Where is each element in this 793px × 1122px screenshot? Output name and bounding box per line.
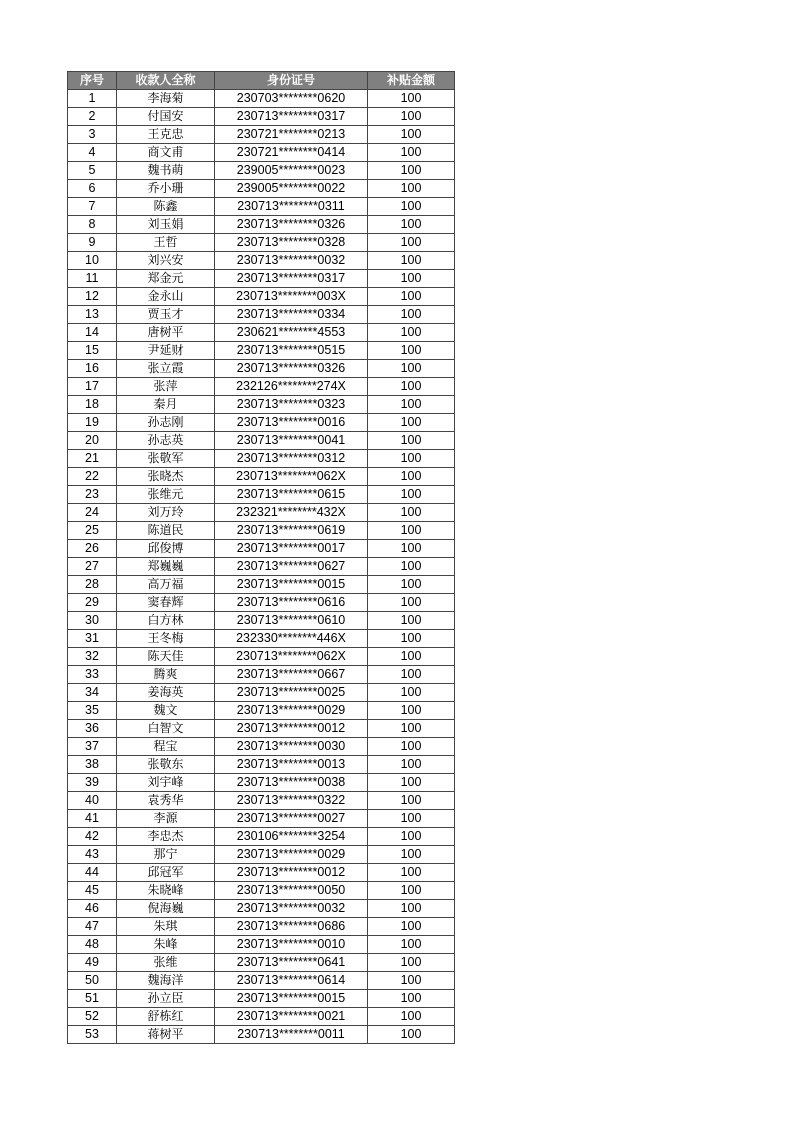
cell-serial-number: 2 xyxy=(68,108,117,126)
table-row xyxy=(68,288,455,306)
cell-id-number: 232126********274X xyxy=(215,378,368,396)
table-row xyxy=(68,954,455,972)
cell-subsidy-amount: 100 xyxy=(368,972,455,990)
cell-payee-name: 商文甫 xyxy=(117,144,215,162)
cell-id-number: 230713********0038 xyxy=(215,774,368,792)
cell-subsidy-amount: 100 xyxy=(368,378,455,396)
table-row xyxy=(68,1008,455,1026)
table-row xyxy=(68,414,455,432)
cell-id-number: 230713********0667 xyxy=(215,666,368,684)
cell-serial-number: 37 xyxy=(68,738,117,756)
cell-serial-number: 12 xyxy=(68,288,117,306)
cell-subsidy-amount: 100 xyxy=(368,270,455,288)
table-row xyxy=(68,252,455,270)
cell-serial-number: 4 xyxy=(68,144,117,162)
cell-serial-number: 22 xyxy=(68,468,117,486)
cell-id-number: 230721********0414 xyxy=(215,144,368,162)
table-row xyxy=(68,738,455,756)
cell-serial-number: 13 xyxy=(68,306,117,324)
cell-payee-name: 王哲 xyxy=(117,234,215,252)
cell-subsidy-amount: 100 xyxy=(368,936,455,954)
cell-payee-name: 孙志刚 xyxy=(117,414,215,432)
cell-serial-number: 24 xyxy=(68,504,117,522)
cell-subsidy-amount: 100 xyxy=(368,648,455,666)
cell-id-number: 230713********0021 xyxy=(215,1008,368,1026)
table-row xyxy=(68,108,455,126)
cell-serial-number: 39 xyxy=(68,774,117,792)
cell-id-number: 230713********0015 xyxy=(215,576,368,594)
cell-payee-name: 朱峰 xyxy=(117,936,215,954)
cell-payee-name: 邱俊博 xyxy=(117,540,215,558)
cell-id-number: 230713********0619 xyxy=(215,522,368,540)
cell-serial-number: 23 xyxy=(68,486,117,504)
cell-id-number: 230713********0323 xyxy=(215,396,368,414)
cell-payee-name: 邱冠军 xyxy=(117,864,215,882)
table-row xyxy=(68,450,455,468)
cell-serial-number: 44 xyxy=(68,864,117,882)
table-row xyxy=(68,234,455,252)
cell-serial-number: 38 xyxy=(68,756,117,774)
cell-subsidy-amount: 100 xyxy=(368,666,455,684)
cell-payee-name: 郑巍巍 xyxy=(117,558,215,576)
cell-subsidy-amount: 100 xyxy=(368,162,455,180)
table-row xyxy=(68,504,455,522)
table-row xyxy=(68,756,455,774)
cell-id-number: 232330********446X xyxy=(215,630,368,648)
cell-serial-number: 8 xyxy=(68,216,117,234)
cell-payee-name: 秦月 xyxy=(117,396,215,414)
cell-id-number: 230721********0213 xyxy=(215,126,368,144)
table-row xyxy=(68,486,455,504)
table-row xyxy=(68,774,455,792)
table-row xyxy=(68,342,455,360)
table-row xyxy=(68,1026,455,1044)
table-row xyxy=(68,180,455,198)
cell-payee-name: 那宁 xyxy=(117,846,215,864)
cell-payee-name: 魏海洋 xyxy=(117,972,215,990)
cell-id-number: 230713********0686 xyxy=(215,918,368,936)
cell-subsidy-amount: 100 xyxy=(368,468,455,486)
cell-subsidy-amount: 100 xyxy=(368,1026,455,1044)
table-row xyxy=(68,396,455,414)
cell-serial-number: 21 xyxy=(68,450,117,468)
cell-serial-number: 6 xyxy=(68,180,117,198)
cell-id-number: 230713********0010 xyxy=(215,936,368,954)
table-row xyxy=(68,270,455,288)
cell-id-number: 239005********0022 xyxy=(215,180,368,198)
cell-payee-name: 乔小珊 xyxy=(117,180,215,198)
cell-subsidy-amount: 100 xyxy=(368,342,455,360)
cell-serial-number: 20 xyxy=(68,432,117,450)
header-serial-number: 序号 xyxy=(68,72,117,90)
cell-subsidy-amount: 100 xyxy=(368,864,455,882)
cell-serial-number: 17 xyxy=(68,378,117,396)
table-row xyxy=(68,792,455,810)
cell-payee-name: 刘玉娟 xyxy=(117,216,215,234)
cell-id-number: 230713********0050 xyxy=(215,882,368,900)
cell-subsidy-amount: 100 xyxy=(368,126,455,144)
cell-serial-number: 10 xyxy=(68,252,117,270)
cell-payee-name: 张敬东 xyxy=(117,756,215,774)
cell-id-number: 230713********0641 xyxy=(215,954,368,972)
table-row xyxy=(68,882,455,900)
cell-serial-number: 49 xyxy=(68,954,117,972)
cell-id-number: 230713********0334 xyxy=(215,306,368,324)
cell-serial-number: 26 xyxy=(68,540,117,558)
cell-serial-number: 36 xyxy=(68,720,117,738)
cell-payee-name: 王克忠 xyxy=(117,126,215,144)
cell-serial-number: 1 xyxy=(68,90,117,108)
cell-payee-name: 刘万玲 xyxy=(117,504,215,522)
cell-serial-number: 51 xyxy=(68,990,117,1008)
cell-id-number: 230713********0627 xyxy=(215,558,368,576)
table-row xyxy=(68,306,455,324)
cell-serial-number: 33 xyxy=(68,666,117,684)
cell-payee-name: 贾玉才 xyxy=(117,306,215,324)
cell-id-number: 230703********0620 xyxy=(215,90,368,108)
cell-id-number: 230713********0027 xyxy=(215,810,368,828)
cell-payee-name: 郑金元 xyxy=(117,270,215,288)
cell-serial-number: 40 xyxy=(68,792,117,810)
cell-payee-name: 魏书萌 xyxy=(117,162,215,180)
cell-subsidy-amount: 100 xyxy=(368,360,455,378)
cell-subsidy-amount: 100 xyxy=(368,108,455,126)
table-row xyxy=(68,360,455,378)
cell-id-number: 232321********432X xyxy=(215,504,368,522)
cell-subsidy-amount: 100 xyxy=(368,414,455,432)
table-row xyxy=(68,216,455,234)
table-row xyxy=(68,630,455,648)
table-row xyxy=(68,990,455,1008)
table-row xyxy=(68,126,455,144)
table-row xyxy=(68,522,455,540)
cell-payee-name: 孙立臣 xyxy=(117,990,215,1008)
cell-serial-number: 30 xyxy=(68,612,117,630)
cell-payee-name: 李海菊 xyxy=(117,90,215,108)
cell-payee-name: 腾爽 xyxy=(117,666,215,684)
cell-subsidy-amount: 100 xyxy=(368,540,455,558)
cell-subsidy-amount: 100 xyxy=(368,558,455,576)
cell-id-number: 230713********0616 xyxy=(215,594,368,612)
cell-serial-number: 25 xyxy=(68,522,117,540)
cell-id-number: 230713********0032 xyxy=(215,900,368,918)
cell-payee-name: 朱琪 xyxy=(117,918,215,936)
cell-subsidy-amount: 100 xyxy=(368,144,455,162)
cell-subsidy-amount: 100 xyxy=(368,288,455,306)
cell-serial-number: 47 xyxy=(68,918,117,936)
cell-payee-name: 窦春辉 xyxy=(117,594,215,612)
cell-payee-name: 高万福 xyxy=(117,576,215,594)
cell-id-number: 230713********0317 xyxy=(215,108,368,126)
cell-payee-name: 张敬军 xyxy=(117,450,215,468)
cell-subsidy-amount: 100 xyxy=(368,396,455,414)
cell-payee-name: 刘宇峰 xyxy=(117,774,215,792)
cell-serial-number: 45 xyxy=(68,882,117,900)
table-row xyxy=(68,90,455,108)
cell-serial-number: 27 xyxy=(68,558,117,576)
cell-serial-number: 52 xyxy=(68,1008,117,1026)
table-body xyxy=(68,90,455,1044)
cell-subsidy-amount: 100 xyxy=(368,738,455,756)
table-row xyxy=(68,162,455,180)
cell-serial-number: 31 xyxy=(68,630,117,648)
cell-payee-name: 魏文 xyxy=(117,702,215,720)
cell-payee-name: 程宝 xyxy=(117,738,215,756)
cell-id-number: 230713********0614 xyxy=(215,972,368,990)
cell-serial-number: 53 xyxy=(68,1026,117,1044)
cell-id-number: 230713********0015 xyxy=(215,990,368,1008)
cell-serial-number: 46 xyxy=(68,900,117,918)
cell-payee-name: 陈道民 xyxy=(117,522,215,540)
table-row xyxy=(68,684,455,702)
table-row xyxy=(68,378,455,396)
cell-id-number: 230713********0312 xyxy=(215,450,368,468)
cell-serial-number: 32 xyxy=(68,648,117,666)
cell-id-number: 230713********0326 xyxy=(215,216,368,234)
cell-subsidy-amount: 100 xyxy=(368,882,455,900)
cell-subsidy-amount: 100 xyxy=(368,774,455,792)
cell-id-number: 230713********062X xyxy=(215,648,368,666)
table-row xyxy=(68,576,455,594)
cell-subsidy-amount: 100 xyxy=(368,990,455,1008)
cell-serial-number: 18 xyxy=(68,396,117,414)
table-row xyxy=(68,198,455,216)
cell-id-number: 230713********003X xyxy=(215,288,368,306)
table-row xyxy=(68,666,455,684)
table-row xyxy=(68,900,455,918)
cell-serial-number: 3 xyxy=(68,126,117,144)
cell-subsidy-amount: 100 xyxy=(368,306,455,324)
cell-id-number: 230713********0016 xyxy=(215,414,368,432)
table-row xyxy=(68,324,455,342)
table-row xyxy=(68,612,455,630)
cell-payee-name: 陈鑫 xyxy=(117,198,215,216)
table-row xyxy=(68,864,455,882)
cell-id-number: 230713********0025 xyxy=(215,684,368,702)
cell-id-number: 230713********0011 xyxy=(215,1026,368,1044)
cell-payee-name: 姜海英 xyxy=(117,684,215,702)
table-row xyxy=(68,432,455,450)
cell-id-number: 230713********0610 xyxy=(215,612,368,630)
cell-id-number: 230713********0013 xyxy=(215,756,368,774)
cell-subsidy-amount: 100 xyxy=(368,918,455,936)
table-row xyxy=(68,918,455,936)
cell-payee-name: 王冬梅 xyxy=(117,630,215,648)
cell-serial-number: 34 xyxy=(68,684,117,702)
cell-subsidy-amount: 100 xyxy=(368,576,455,594)
cell-payee-name: 倪海巍 xyxy=(117,900,215,918)
table-row xyxy=(68,720,455,738)
cell-id-number: 230106********3254 xyxy=(215,828,368,846)
table-row xyxy=(68,468,455,486)
cell-payee-name: 张晓杰 xyxy=(117,468,215,486)
cell-id-number: 230621********4553 xyxy=(215,324,368,342)
cell-subsidy-amount: 100 xyxy=(368,486,455,504)
cell-serial-number: 16 xyxy=(68,360,117,378)
cell-serial-number: 11 xyxy=(68,270,117,288)
cell-payee-name: 李忠杰 xyxy=(117,828,215,846)
cell-payee-name: 唐树平 xyxy=(117,324,215,342)
cell-payee-name: 袁秀华 xyxy=(117,792,215,810)
cell-subsidy-amount: 100 xyxy=(368,216,455,234)
cell-subsidy-amount: 100 xyxy=(368,324,455,342)
cell-payee-name: 刘兴安 xyxy=(117,252,215,270)
cell-id-number: 230713********0322 xyxy=(215,792,368,810)
table-row xyxy=(68,144,455,162)
cell-id-number: 230713********0328 xyxy=(215,234,368,252)
cell-payee-name: 张维 xyxy=(117,954,215,972)
header-payee-name: 收款人全称 xyxy=(117,72,215,90)
cell-payee-name: 舒栋红 xyxy=(117,1008,215,1026)
cell-subsidy-amount: 100 xyxy=(368,630,455,648)
table-row xyxy=(68,540,455,558)
cell-payee-name: 付国安 xyxy=(117,108,215,126)
cell-id-number: 230713********0029 xyxy=(215,846,368,864)
cell-serial-number: 41 xyxy=(68,810,117,828)
cell-subsidy-amount: 100 xyxy=(368,594,455,612)
cell-payee-name: 尹延财 xyxy=(117,342,215,360)
cell-id-number: 230713********0012 xyxy=(215,720,368,738)
cell-subsidy-amount: 100 xyxy=(368,720,455,738)
cell-serial-number: 5 xyxy=(68,162,117,180)
cell-subsidy-amount: 100 xyxy=(368,684,455,702)
cell-id-number: 230713********0311 xyxy=(215,198,368,216)
cell-payee-name: 白方林 xyxy=(117,612,215,630)
cell-subsidy-amount: 100 xyxy=(368,828,455,846)
cell-serial-number: 15 xyxy=(68,342,117,360)
table-row xyxy=(68,810,455,828)
table-row xyxy=(68,936,455,954)
table-header-row xyxy=(68,72,455,90)
cell-subsidy-amount: 100 xyxy=(368,522,455,540)
cell-serial-number: 42 xyxy=(68,828,117,846)
cell-subsidy-amount: 100 xyxy=(368,432,455,450)
cell-subsidy-amount: 100 xyxy=(368,756,455,774)
cell-id-number: 230713********0515 xyxy=(215,342,368,360)
cell-id-number: 230713********0326 xyxy=(215,360,368,378)
cell-id-number: 230713********0317 xyxy=(215,270,368,288)
cell-serial-number: 19 xyxy=(68,414,117,432)
table-row xyxy=(68,702,455,720)
cell-subsidy-amount: 100 xyxy=(368,810,455,828)
subsidy-sheet xyxy=(67,71,454,1044)
cell-subsidy-amount: 100 xyxy=(368,180,455,198)
cell-id-number: 230713********0029 xyxy=(215,702,368,720)
cell-payee-name: 张维元 xyxy=(117,486,215,504)
table-row xyxy=(68,828,455,846)
cell-payee-name: 蒋树平 xyxy=(117,1026,215,1044)
cell-payee-name: 陈天佳 xyxy=(117,648,215,666)
cell-subsidy-amount: 100 xyxy=(368,846,455,864)
cell-subsidy-amount: 100 xyxy=(368,1008,455,1026)
cell-subsidy-amount: 100 xyxy=(368,900,455,918)
cell-serial-number: 9 xyxy=(68,234,117,252)
cell-subsidy-amount: 100 xyxy=(368,954,455,972)
cell-subsidy-amount: 100 xyxy=(368,702,455,720)
cell-id-number: 230713********062X xyxy=(215,468,368,486)
cell-serial-number: 50 xyxy=(68,972,117,990)
cell-subsidy-amount: 100 xyxy=(368,450,455,468)
cell-id-number: 239005********0023 xyxy=(215,162,368,180)
cell-payee-name: 金永山 xyxy=(117,288,215,306)
cell-serial-number: 28 xyxy=(68,576,117,594)
cell-subsidy-amount: 100 xyxy=(368,792,455,810)
cell-id-number: 230713********0012 xyxy=(215,864,368,882)
cell-payee-name: 白智文 xyxy=(117,720,215,738)
cell-serial-number: 29 xyxy=(68,594,117,612)
cell-id-number: 230713********0041 xyxy=(215,432,368,450)
cell-subsidy-amount: 100 xyxy=(368,504,455,522)
cell-subsidy-amount: 100 xyxy=(368,90,455,108)
cell-subsidy-amount: 100 xyxy=(368,252,455,270)
cell-subsidy-amount: 100 xyxy=(368,612,455,630)
cell-serial-number: 43 xyxy=(68,846,117,864)
cell-id-number: 230713********0615 xyxy=(215,486,368,504)
cell-payee-name: 孙志英 xyxy=(117,432,215,450)
cell-serial-number: 48 xyxy=(68,936,117,954)
cell-payee-name: 张萍 xyxy=(117,378,215,396)
header-id-number: 身份证号 xyxy=(215,72,368,90)
cell-serial-number: 35 xyxy=(68,702,117,720)
cell-id-number: 230713********0032 xyxy=(215,252,368,270)
cell-payee-name: 朱晓峰 xyxy=(117,882,215,900)
cell-id-number: 230713********0017 xyxy=(215,540,368,558)
subsidy-table xyxy=(67,71,455,1044)
table-row xyxy=(68,648,455,666)
table-row xyxy=(68,594,455,612)
cell-payee-name: 李源 xyxy=(117,810,215,828)
table-row xyxy=(68,972,455,990)
table-row xyxy=(68,846,455,864)
table-row xyxy=(68,558,455,576)
header-subsidy-amount: 补贴金额 xyxy=(368,72,455,90)
cell-serial-number: 7 xyxy=(68,198,117,216)
cell-id-number: 230713********0030 xyxy=(215,738,368,756)
cell-payee-name: 张立霞 xyxy=(117,360,215,378)
cell-subsidy-amount: 100 xyxy=(368,234,455,252)
cell-subsidy-amount: 100 xyxy=(368,198,455,216)
cell-serial-number: 14 xyxy=(68,324,117,342)
